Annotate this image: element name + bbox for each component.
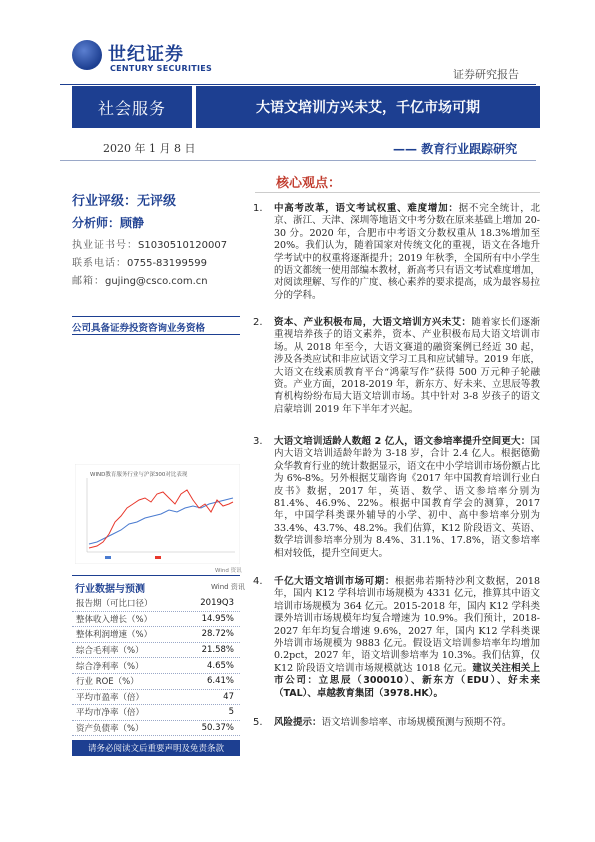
point-body: 据不完全统计，北京、浙江、天津、深圳等地语文中考分数在原来基础上增加 20-30 分。2020 年，合肥市中考语文分数权重从 18.3%增加至 20%。我们认为，随着国家对传统文化的重视，语文在各地升学考试中的权重将逐渐提升；2019 年秋季，全国所有中小学生的语文都统一使用部编本教材，新高考只有语文考试难度增加，对阅读理解、写作的广度、核心素养的要求提高，成为最容易拉分的学科。 (274, 203, 541, 301)
analyst-name: 分析师：顾静 (72, 216, 145, 230)
point-number: 3. (253, 436, 263, 447)
qualification-note: 公司具备证券投资咨询业务资格 (72, 323, 206, 334)
point-paragraph (274, 717, 540, 729)
table-row-label: 行业 ROE（%） (76, 677, 139, 688)
company-name-cn: 世纪证券 (108, 44, 184, 65)
table-row (72, 705, 240, 721)
report-title: 大语文培训方兴未艾，千亿市场可期 (196, 86, 540, 128)
point-heading: 大语文培训适龄人数超 2 亿人，语文参培率提升空间更大： (274, 436, 531, 447)
table-row-label: 综合毛利率（%） (76, 646, 144, 657)
cert-info (72, 236, 227, 251)
phone-info (72, 254, 207, 269)
phone-label: 联系电话： (72, 258, 127, 269)
point-number: 4. (253, 576, 263, 587)
report-date: 2020 年 1 月 8 日 (103, 142, 196, 155)
table-row (72, 612, 240, 628)
table-row (72, 596, 240, 612)
table-row-value: 4.65% (206, 660, 234, 671)
chart-source: Wind 资讯 (215, 568, 242, 574)
legend-swatch-hs300 (105, 556, 111, 559)
legend-swatch-edu (155, 556, 161, 559)
table-row-value: 2019Q3 (200, 598, 234, 609)
table-row-value: 14.95% (201, 613, 234, 624)
company-name-en: CENTURY SECURITIES (110, 64, 213, 73)
chart-title: WIND教育服务行业与沪深300对比表现 (90, 472, 188, 478)
performance-chart (75, 464, 240, 564)
table-row-label: 平均市盈率（倍） (76, 692, 145, 703)
table-row-label: 整体收入增长（%） (76, 614, 153, 625)
table-row-value: 5 (228, 707, 234, 718)
table-row-value: 47 (223, 691, 234, 702)
table-row-label: 报告期（可比口径） (76, 599, 153, 610)
table-row-value: 6.41% (206, 676, 234, 687)
table-row (72, 721, 240, 737)
disclaimer-footer: 请务必阅读文后重要声明及免责条款 (72, 740, 240, 756)
sector-label: 社会服务 (72, 86, 192, 128)
qualification-divider-bottom (72, 334, 240, 335)
point-paragraph (274, 576, 540, 700)
table-row (72, 690, 240, 706)
point-heading: 风险提示： (274, 717, 322, 728)
table-divider (72, 575, 240, 576)
report-series: —— 教育行业跟踪研究 (393, 142, 518, 156)
chart-frame (75, 464, 240, 564)
point-paragraph (274, 436, 540, 560)
document-type: 证券研究报告 (453, 68, 519, 81)
point-body: 随着家长们逐渐重视培养孩子的语文素养，资本、产业积极布局大语文培训市场。从 2018 年至今，大语文赛道的融资案例已经近 30 起，涉及各类应试和非应试语文学习工具和应试辅导。2019 年底，大语文在线素质教育平台“鸿蒙写作”获得 500 万元种子轮融资。产业方面，2018-2019 年，新东方、好未来、立思辰等教育机构纷纷布局大语文培训市场。其中针对 3-8 岁孩子的语文启蒙培训 2019 年下半年才兴起。 (274, 317, 540, 415)
table-row-value: 21.58% (201, 645, 234, 656)
table-row (72, 627, 240, 643)
table-row (72, 674, 240, 690)
point-number: 5. (253, 717, 263, 728)
table-row (72, 643, 240, 659)
cert-label: 执业证书号： (72, 240, 138, 251)
date-divider (60, 160, 536, 161)
point-body: 语文培训参培率、市场规模预测与预期不符。 (321, 717, 512, 728)
table-title: 行业数据与预测 (75, 584, 145, 595)
table-row (72, 658, 240, 674)
industry-rating: 行业评级：无评级 (72, 194, 177, 209)
email-label: 邮箱： (72, 276, 105, 287)
header-divider (60, 84, 536, 85)
core-divider (255, 192, 540, 193)
email-link[interactable]: gujing@csco.com.cn (105, 276, 208, 287)
table-row-label: 整体利润增速（%） (76, 630, 153, 641)
point-recommendation: 建议关注相关上市公司：立思辰（300010）、新东方（EDU）、好未来（TAL）、卓越教育集团（3978.HK）。 (274, 662, 540, 699)
table-row-value: 50.37% (201, 723, 234, 734)
point-number: 2. (253, 317, 263, 328)
point-paragraph (274, 203, 540, 302)
table-row-value: 28.72% (201, 629, 234, 640)
table-row-label: 综合净利率（%） (76, 661, 144, 672)
qualification-divider-top (72, 316, 240, 317)
point-paragraph (274, 317, 540, 416)
table-row-label: 资产负债率（%） (76, 724, 144, 735)
table-row-label: 平均市净率（倍） (76, 708, 145, 719)
point-heading: 千亿大语文培训市场可期： (274, 576, 395, 587)
company-logo-icon (72, 40, 102, 70)
core-views-title: 核心观点： (276, 176, 342, 191)
point-body: 国内大语文培训适龄年龄为 3-18 岁，合计 2.4 亿人。根据德勤众华教育行业的统计数据显示，语文在中小学培训市场份额占比为 6%-8%。另外根据艾瑞咨询《2017 年中国教育培训行业白皮书》数据，2017 年，英语、数学、语文参培率分别为 81.4%、46.9%、22%。根据中国教育学会的测算，2017 年，中国学科类课外辅导的小学、初中、高中参培率分别为 33.4%、43.7%、48.2%。我们估算，K12 阶段语文、英语、数学培训参培率分别为 8.4%、31.1%、17.8%，语文参培率相对较低，提升空间更大。 (274, 436, 541, 559)
email-info (72, 272, 208, 287)
point-heading: 中高考改革，语文考试权重、难度增加： (274, 203, 459, 214)
table-source: Wind 资讯 (211, 583, 245, 591)
point-number: 1. (253, 203, 263, 214)
phone-value: 0755-83199599 (127, 258, 207, 269)
point-body: 根据弗若斯特沙利文数据，2018 年，国内 K12 学科培训市场规模为 4331 亿元，推算其中语文培训市场规模为 364 亿元。2015-2018 年，国内 K12 学科类课外培训市场规模年均复合增速为 10.9%。我们预计，2018-2027 年年均复合增速 9.6%，2027 年，国内 K12 学科类课外培训市场规模为 9883 亿元。假设语文培训参培率年均增加 0.2pct，2027 年，语文培训参培率为 10.3%。我们估算，仅 K12 阶段语文培训市场规模就达 1018 亿元。 (274, 576, 540, 674)
cert-value: S1030510120007 (138, 240, 228, 251)
point-heading: 资本、产业积极布局，大语文培训方兴未艾： (274, 317, 472, 328)
